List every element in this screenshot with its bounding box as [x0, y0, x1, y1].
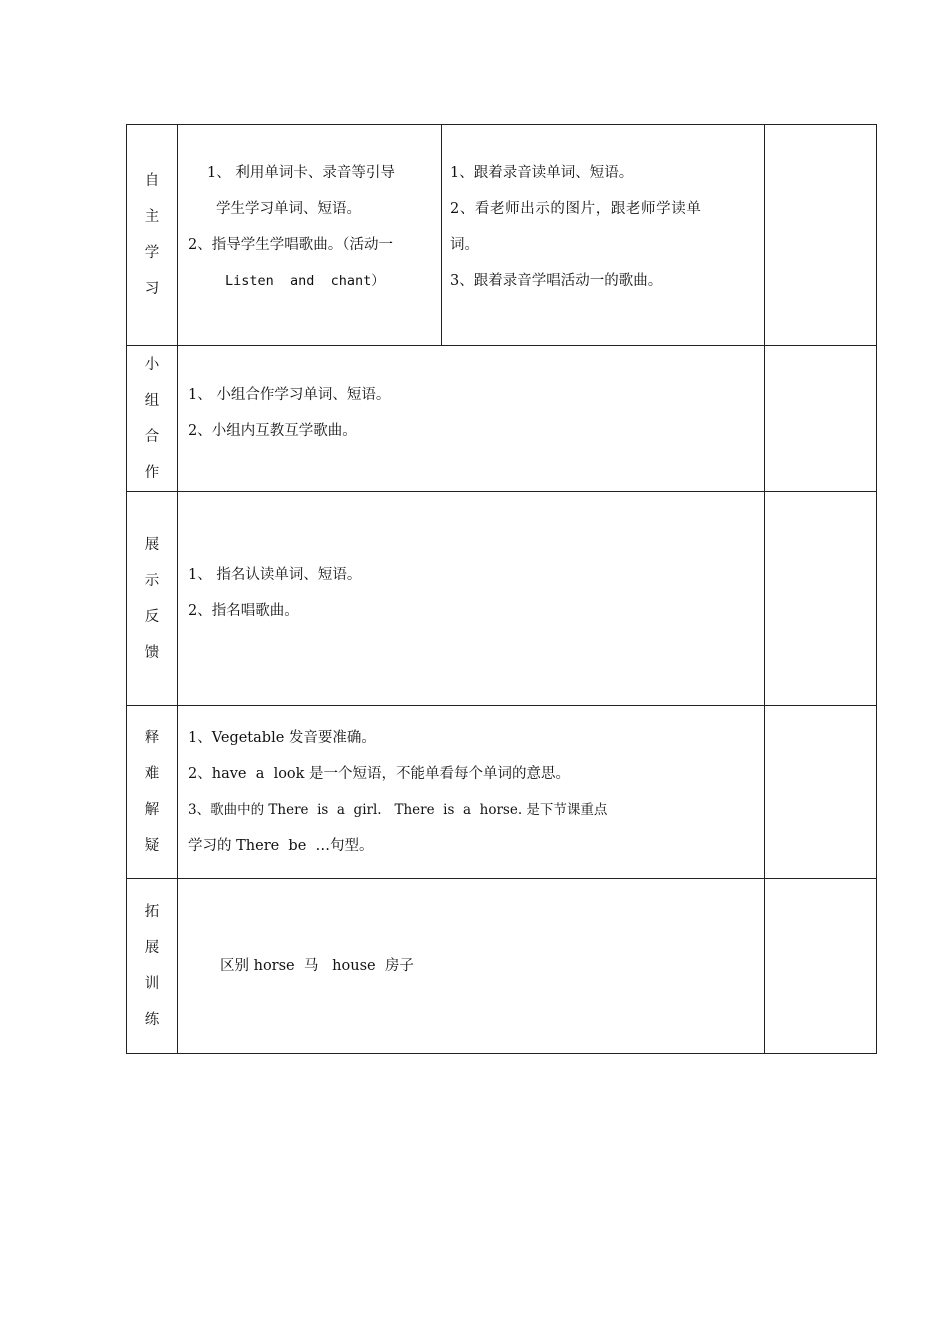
row-label-extension: 拓 展 训 练 — [127, 879, 178, 1054]
teacher-line-2: 学生学习单词、短语。 — [216, 201, 361, 217]
difficulties-content: 1、Vegetable 发音要准确。 2、have a look 是一个短语，不能单看每个单词的意思。 3、歌曲中的 There is a girl. There is a horse. 是下节课重点 学习的 There be …句型。 — [178, 706, 765, 879]
row-label-self-study: 自 主 学 习 — [127, 125, 178, 346]
extension-content: 区别 horse 马 house 房子 — [178, 879, 765, 1054]
teacher-activity-cell — [178, 125, 442, 346]
row-extension — [127, 879, 877, 1054]
teacher-line-3: 2、指导学生学唱歌曲。（活动一 — [188, 237, 393, 253]
row-label-group-work: 小 组 合 作 — [127, 346, 178, 492]
note-cell-5 — [765, 879, 877, 1054]
student-line-2: 2、看老师出示的图片，跟老师学读单 — [450, 201, 702, 217]
row-label-presentation: 展 示 反 馈 — [127, 492, 178, 706]
note-cell-3 — [765, 492, 877, 706]
row-difficulties — [127, 706, 877, 879]
student-line-3: 词。 — [450, 237, 479, 253]
lesson-plan-table — [126, 124, 877, 1054]
student-line-1: 1、跟着录音读单词、短语。 — [450, 165, 634, 181]
note-cell-2 — [765, 346, 877, 492]
presentation-content: 1、 指名认读单词、短语。 2、指名唱歌曲。 — [178, 492, 765, 706]
note-cell-4 — [765, 706, 877, 879]
teacher-line-4: Listen and chant） — [225, 273, 385, 289]
group-work-content: 1、 小组合作学习单词、短语。 2、小组内互教互学歌曲。 — [178, 346, 765, 492]
row-presentation — [127, 492, 877, 706]
note-cell-1 — [765, 125, 877, 346]
teacher-line-1: 1、 利用单词卡、录音等引导 — [207, 165, 395, 181]
row-label-difficulties: 释 难 解 疑 — [127, 706, 178, 879]
row-self-study — [127, 125, 877, 346]
student-line-4: 3、跟着录音学唱活动一的歌曲。 — [450, 273, 663, 289]
row-group-work — [127, 346, 877, 492]
student-activity-cell — [442, 125, 765, 346]
